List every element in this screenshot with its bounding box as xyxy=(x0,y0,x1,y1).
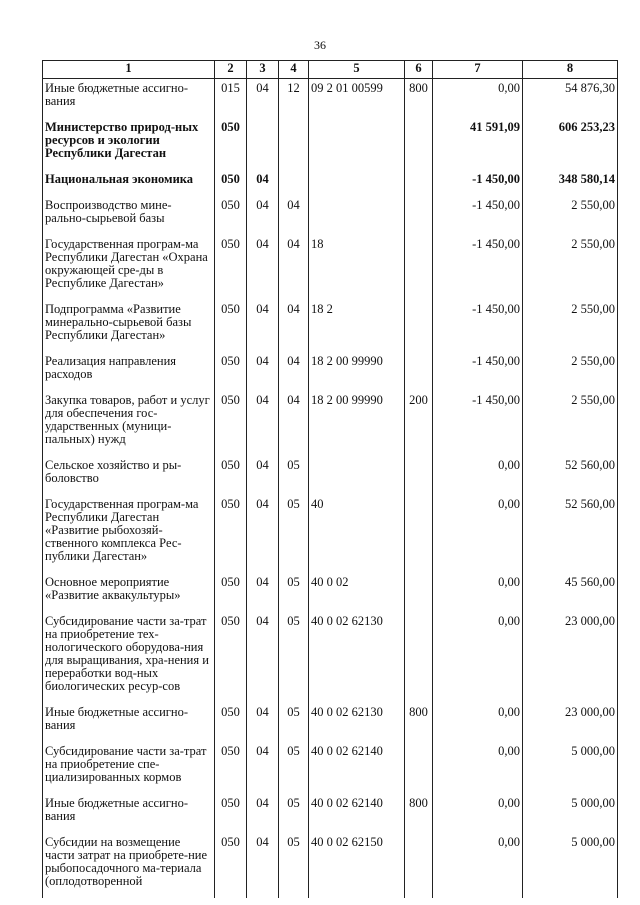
row-amount-col7: -1 450,00 xyxy=(433,235,523,300)
row-code-col2: 050 xyxy=(215,742,247,794)
row-amount-col7: -1 450,00 xyxy=(433,352,523,391)
row-code-col2: 050 xyxy=(215,352,247,391)
row-amount-col8: 606 253,23 xyxy=(523,118,618,170)
row-amount-col8: 23 000,00 xyxy=(523,612,618,703)
row-code-col2: 050 xyxy=(215,391,247,456)
row-code-col5: 18 2 00 99990 xyxy=(309,391,405,456)
row-code-col5 xyxy=(309,170,405,196)
row-name: Субсидирование части за-трат на приобретение тех-нологического оборудова-ния для выращивания, хра-нения и переработки вод-ных биологических ресур-сов xyxy=(43,612,215,703)
row-code-col5: 40 0 02 62130 xyxy=(309,703,405,742)
row-amount-col8: 348 580,14 xyxy=(523,170,618,196)
row-amount-col8: 23 000,00 xyxy=(523,703,618,742)
row-code-col5: 18 2 00 99990 xyxy=(309,352,405,391)
row-code-col6 xyxy=(405,456,433,495)
row-amount-col8: 5 000,00 xyxy=(523,833,618,898)
row-code-col2: 050 xyxy=(215,456,247,495)
row-code-col3 xyxy=(247,118,279,170)
row-amount-col8: 45 560,00 xyxy=(523,573,618,612)
row-code-col4: 04 xyxy=(279,391,309,456)
row-amount-col7: 0,00 xyxy=(433,79,523,119)
table-header-row xyxy=(43,61,618,79)
row-code-col4: 05 xyxy=(279,612,309,703)
row-code-col6 xyxy=(405,833,433,898)
row-code-col4 xyxy=(279,170,309,196)
table-row xyxy=(43,794,618,833)
row-amount-col7: 0,00 xyxy=(433,742,523,794)
row-code-col2: 050 xyxy=(215,703,247,742)
row-amount-col7: 0,00 xyxy=(433,833,523,898)
table-body xyxy=(43,79,618,899)
row-amount-col8: 2 550,00 xyxy=(523,196,618,235)
row-code-col5: 18 xyxy=(309,235,405,300)
column-header: 5 xyxy=(309,61,405,79)
row-code-col6 xyxy=(405,196,433,235)
column-header: 2 xyxy=(215,61,247,79)
row-amount-col8: 2 550,00 xyxy=(523,352,618,391)
row-code-col6: 200 xyxy=(405,391,433,456)
row-code-col5: 40 0 02 62140 xyxy=(309,794,405,833)
row-name: Основное мероприятие «Развитие аквакультуры» xyxy=(43,573,215,612)
row-code-col5: 18 2 xyxy=(309,300,405,352)
row-amount-col7: -1 450,00 xyxy=(433,170,523,196)
row-code-col2: 050 xyxy=(215,300,247,352)
row-amount-col7: 0,00 xyxy=(433,573,523,612)
row-amount-col7: 41 591,09 xyxy=(433,118,523,170)
row-code-col5: 09 2 01 00599 xyxy=(309,79,405,119)
row-name: Государственная програм-ма Республики Дагестан «Охрана окружающей сре-ды в Республике Дагестан» xyxy=(43,235,215,300)
row-code-col4: 05 xyxy=(279,495,309,573)
row-amount-col7: 0,00 xyxy=(433,456,523,495)
row-code-col4 xyxy=(279,118,309,170)
row-code-col5: 40 xyxy=(309,495,405,573)
row-code-col3: 04 xyxy=(247,196,279,235)
row-code-col5: 40 0 02 62140 xyxy=(309,742,405,794)
row-code-col4: 05 xyxy=(279,573,309,612)
row-name: Подпрограмма «Развитие минерально-сырьевой базы Республики Дагестан» xyxy=(43,300,215,352)
row-code-col4: 04 xyxy=(279,300,309,352)
row-amount-col8: 2 550,00 xyxy=(523,391,618,456)
column-header: 8 xyxy=(523,61,618,79)
row-name: Министерство природ-ных ресурсов и экологии Республики Дагестан xyxy=(43,118,215,170)
row-code-col5: 40 0 02 62130 xyxy=(309,612,405,703)
budget-table xyxy=(42,60,618,898)
row-code-col3: 04 xyxy=(247,352,279,391)
table-row xyxy=(43,196,618,235)
row-code-col2: 050 xyxy=(215,235,247,300)
row-code-col3: 04 xyxy=(247,456,279,495)
row-code-col5 xyxy=(309,196,405,235)
table-row xyxy=(43,833,618,898)
table-row xyxy=(43,235,618,300)
row-code-col3: 04 xyxy=(247,703,279,742)
row-code-col2: 050 xyxy=(215,118,247,170)
column-header: 1 xyxy=(43,61,215,79)
row-name: Иные бюджетные ассигно-вания xyxy=(43,79,215,119)
row-code-col4: 12 xyxy=(279,79,309,119)
row-code-col2: 050 xyxy=(215,495,247,573)
row-name: Иные бюджетные ассигно-вания xyxy=(43,703,215,742)
row-code-col2: 050 xyxy=(215,612,247,703)
row-code-col2: 050 xyxy=(215,196,247,235)
row-code-col5 xyxy=(309,456,405,495)
row-code-col4: 04 xyxy=(279,196,309,235)
row-amount-col7: -1 450,00 xyxy=(433,391,523,456)
row-code-col2: 050 xyxy=(215,573,247,612)
table-row xyxy=(43,612,618,703)
row-code-col4: 05 xyxy=(279,742,309,794)
row-amount-col8: 52 560,00 xyxy=(523,456,618,495)
row-amount-col8: 5 000,00 xyxy=(523,794,618,833)
row-name: Реализация направления расходов xyxy=(43,352,215,391)
row-code-col3: 04 xyxy=(247,573,279,612)
table-row xyxy=(43,118,618,170)
column-header: 7 xyxy=(433,61,523,79)
row-amount-col7: -1 450,00 xyxy=(433,300,523,352)
row-name: Национальная экономика xyxy=(43,170,215,196)
table-row xyxy=(43,170,618,196)
row-code-col5 xyxy=(309,118,405,170)
table-row xyxy=(43,573,618,612)
row-code-col6 xyxy=(405,612,433,703)
row-code-col3: 04 xyxy=(247,235,279,300)
row-code-col3: 04 xyxy=(247,612,279,703)
row-code-col3: 04 xyxy=(247,495,279,573)
row-code-col6 xyxy=(405,300,433,352)
row-code-col2: 015 xyxy=(215,79,247,119)
row-amount-col7: -1 450,00 xyxy=(433,196,523,235)
row-code-col4: 05 xyxy=(279,794,309,833)
row-code-col3: 04 xyxy=(247,742,279,794)
table-row xyxy=(43,703,618,742)
row-code-col3: 04 xyxy=(247,794,279,833)
row-code-col6 xyxy=(405,235,433,300)
row-name: Сельское хозяйство и ры-боловство xyxy=(43,456,215,495)
row-code-col6 xyxy=(405,352,433,391)
row-amount-col8: 5 000,00 xyxy=(523,742,618,794)
row-code-col4: 05 xyxy=(279,833,309,898)
page-number: 36 xyxy=(314,38,326,52)
row-code-col3: 04 xyxy=(247,170,279,196)
row-amount-col7: 0,00 xyxy=(433,794,523,833)
row-code-col6 xyxy=(405,573,433,612)
table-row xyxy=(43,456,618,495)
row-code-col6 xyxy=(405,495,433,573)
row-amount-col7: 0,00 xyxy=(433,612,523,703)
table-row xyxy=(43,495,618,573)
row-name: Воспроизводство мине-рально-сырьевой базы xyxy=(43,196,215,235)
row-code-col3: 04 xyxy=(247,391,279,456)
row-code-col6: 800 xyxy=(405,794,433,833)
row-amount-col8: 2 550,00 xyxy=(523,300,618,352)
row-code-col6 xyxy=(405,742,433,794)
row-code-col6 xyxy=(405,118,433,170)
table-row xyxy=(43,391,618,456)
row-amount-col7: 0,00 xyxy=(433,703,523,742)
row-amount-col8: 54 876,30 xyxy=(523,79,618,119)
row-code-col2: 050 xyxy=(215,794,247,833)
row-name: Иные бюджетные ассигно-вания xyxy=(43,794,215,833)
row-code-col6: 800 xyxy=(405,703,433,742)
row-code-col4: 04 xyxy=(279,235,309,300)
row-code-col4: 05 xyxy=(279,456,309,495)
row-name: Субсидирование части за-трат на приобретение спе-циализированных кормов xyxy=(43,742,215,794)
row-amount-col7: 0,00 xyxy=(433,495,523,573)
row-amount-col8: 52 560,00 xyxy=(523,495,618,573)
row-code-col3: 04 xyxy=(247,79,279,119)
row-name: Субсидии на возмещение части затрат на приобрете-ние рыбопосадочного ма-териала (оплодотворенной xyxy=(43,833,215,898)
row-code-col5: 40 0 02 62150 xyxy=(309,833,405,898)
table-row xyxy=(43,352,618,391)
column-header: 4 xyxy=(279,61,309,79)
row-amount-col8: 2 550,00 xyxy=(523,235,618,300)
row-code-col2: 050 xyxy=(215,170,247,196)
table-row xyxy=(43,300,618,352)
column-header: 6 xyxy=(405,61,433,79)
row-code-col6: 800 xyxy=(405,79,433,119)
row-code-col2: 050 xyxy=(215,833,247,898)
row-code-col3: 04 xyxy=(247,833,279,898)
column-header: 3 xyxy=(247,61,279,79)
row-code-col4: 05 xyxy=(279,703,309,742)
table-row xyxy=(43,742,618,794)
row-code-col6 xyxy=(405,170,433,196)
table-row xyxy=(43,79,618,119)
row-code-col5: 40 0 02 xyxy=(309,573,405,612)
row-code-col3: 04 xyxy=(247,300,279,352)
row-name: Закупка товаров, работ и услуг для обеспечения гос-ударственных (муници-пальных) нужд xyxy=(43,391,215,456)
row-name: Государственная програм-ма Республики Дагестан «Развитие рыбохозяй-ственного комплекса Рес-публики Дагестан» xyxy=(43,495,215,573)
row-code-col4: 04 xyxy=(279,352,309,391)
